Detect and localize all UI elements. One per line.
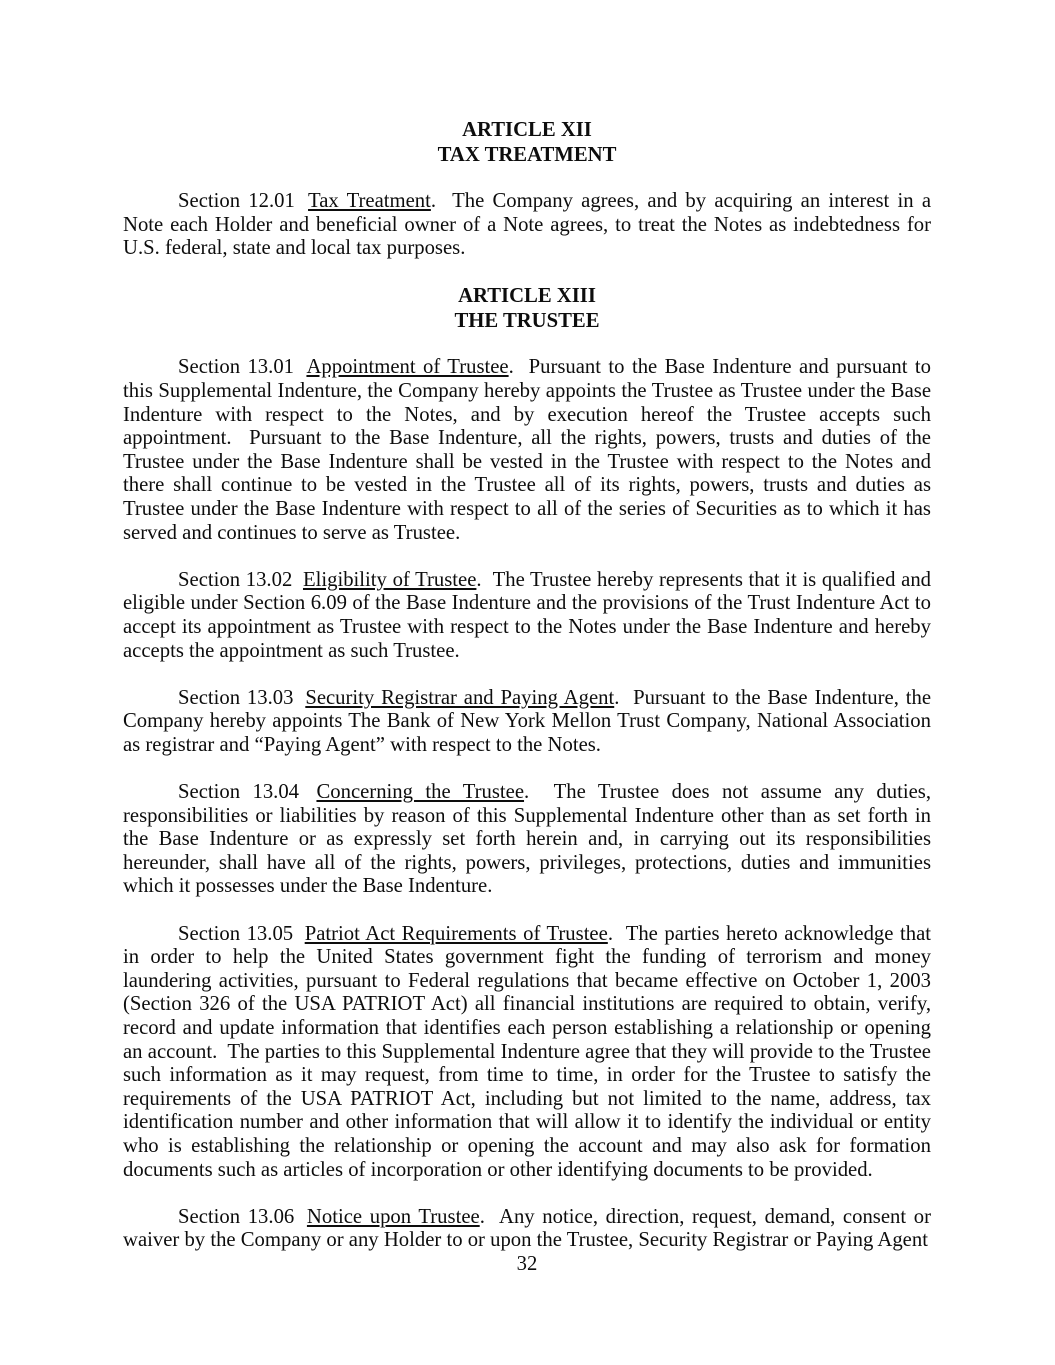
article-xiii-title: THE TRUSTEE [454,310,600,333]
section-13-02-paragraph [123,569,931,663]
article-xiii-heading [123,284,931,334]
section-body: . The Trustee hereby represents that it is qualified and eligible under Section 6.09 of the Base Indenture and the provisions of the Trust Indenture Act to accept its appointment as Trustee with respect to the Notes under the Base Indenture and hereby accepts the appointment as such Trustee. [123,568,932,662]
section-title: Patriot Act Requirements of Trustee [304,922,608,945]
section-12-01-paragraph [123,190,931,261]
section-body: . Pursuant to the Base Indenture and pursuant to this Supplemental Indenture, the Company hereby appoints the Trustee as Trustee under the Base Indenture with respect to the Notes, and by execution hereof the Trustee accepts such appointment. Pursuant to the Base Indenture, all the rights, powers, trusts and duties of the Trustee under the Base Indenture shall be vested in the Trustee with respect to the Notes and there shall continue to be vested in the Trustee all of its rights, powers, trusts and duties as Trustee under the Base Indenture with respect to all of the series of Securities as to which it has served and continues to serve as Trustee. [123,356,931,544]
section-body: . The Trustee does not assume any duties, responsibilities or liabilities by reason of this Supplemental Indenture other than as set forth in the Base Indenture or as expressly set forth herein and, in carrying out its responsibilities hereunder, shall have all of the rights, powers, privileges, protections, duties and immunities which it possesses under the Base Indenture. [123,781,932,898]
section-label: Section 12.01 [178,190,295,212]
article-xii-heading [123,118,931,168]
section-body: . The parties hereto acknowledge that in order to help the United States government fight the funding of terrorism and money laundering activities, pursuant to Federal regulations that became effective on October 1, 2003 (Section 326 of the USA PATRIOT Act) all financial institutions are required to obtain, verify, record and update information that identifies each person establishing a relationship or opening an account. The parties to this Supplemental Indenture agree that they will provide to the Trustee such information as it may request, from time to time, in order for the Trustee to satisfy the requirements of the USA PATRIOT Act, including but not limited to the name, address, tax identification number and other information that will allow it to identify the individual or entity who is establishing the relationship or opening the account and may also ask for formation documents such as articles of incorporation or other identifying documents to be provided. [123,922,931,1181]
section-body: . Pursuant to the Base Indenture, the Company hereby appoints The Bank of New York Mellon Trust Company, National Association as registrar and “Paying Agent” with respect to the Notes. [123,686,932,756]
section-13-03-paragraph [123,687,931,758]
article-xii-title: TAX TREATMENT [437,144,617,166]
section-label: Section 13.03 [178,686,294,709]
section-title: Tax Treatment [308,190,431,212]
section-title: Appointment of Trustee [306,356,509,379]
section-13-06-paragraph [123,1206,931,1253]
section-label: Section 13.01 [178,356,295,379]
page-number: 32 [516,1252,538,1275]
section-label: Section 13.04 [178,781,300,804]
section-13-01-paragraph [123,356,931,545]
section-title: Notice upon Trustee [306,1205,480,1228]
section-label: Section 13.02 [178,568,293,591]
section-13-04-paragraph [123,781,931,899]
section-title: Security Registrar and Paying Agent [305,686,615,709]
article-xiii-number: ARTICLE XIII [458,285,596,308]
section-body: . Any notice, direction, request, demand, consent or waiver by the Company or any Holder to or upon the Trustee, Security Registrar or Paying Agent [123,1205,931,1252]
section-13-05-paragraph [123,923,931,1183]
article-xii-number: ARTICLE XII [462,119,592,141]
section-title: Concerning the Trustee [316,781,525,804]
section-label: Section 13.05 [178,922,294,945]
section-body: . The Company agrees, and by acquiring an interest in a Note each Holder and beneficial owner of a Note agrees, to treat the Notes as indebtedness for U.S. federal, state and local tax purposes. [123,190,931,260]
section-label: Section 13.06 [178,1205,295,1228]
section-title: Eligibility of Trustee [302,568,477,591]
